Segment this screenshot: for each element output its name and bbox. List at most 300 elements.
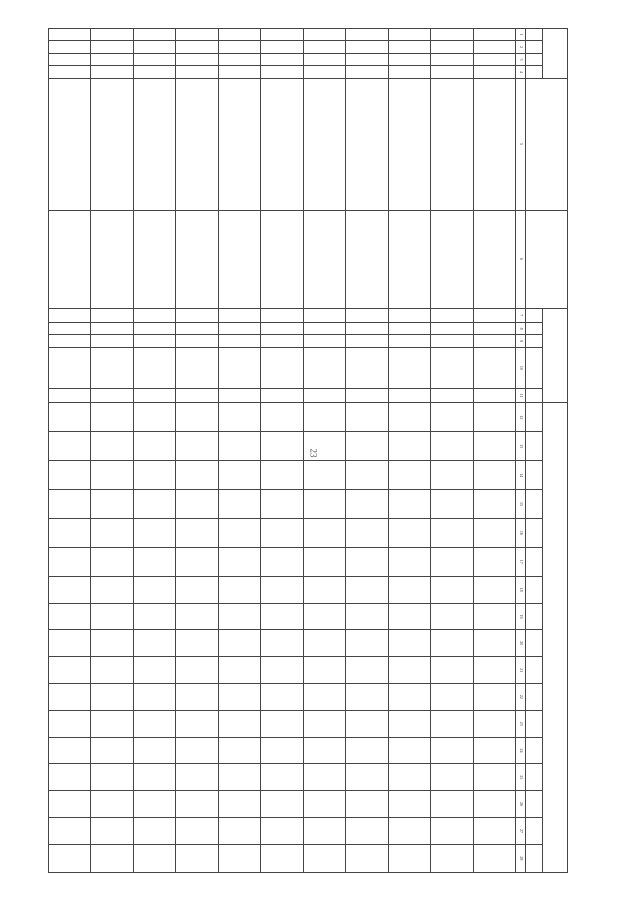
table-cell [49,347,91,388]
header-year-col [526,490,543,519]
table-cell [49,737,91,764]
column-index: 12 [516,403,526,432]
table-cell [176,630,218,657]
table-cell [133,844,175,872]
column-index: 28 [516,844,526,872]
table-cell [261,335,303,347]
financing-table [48,28,568,873]
table-cell [346,764,388,791]
table-cell [473,791,515,818]
table-cell [303,630,345,657]
table-cell [91,630,133,657]
table-cell [133,576,175,603]
table-cell [218,518,260,547]
table-cell [176,403,218,432]
table-cell [133,710,175,737]
table-cell [431,53,473,65]
header-code-col [526,66,543,78]
table-cell [49,683,91,710]
table-cell [303,403,345,432]
column-index: 27 [516,818,526,845]
table-cell [303,41,345,53]
table-cell [133,53,175,65]
table-cell [346,576,388,603]
table-cell [303,657,345,684]
table-cell [176,66,218,78]
table-cell [261,630,303,657]
table-cell [261,818,303,845]
table-cell [303,490,345,519]
table-cell [388,53,430,65]
table-cell [176,308,218,322]
table-body [49,29,516,873]
column-index: 15 [516,490,526,519]
table-cell [49,29,91,41]
header-executor [526,210,568,308]
header-code-col [526,53,543,65]
table-row [473,29,515,873]
table-cell [218,403,260,432]
table-cell [473,66,515,78]
table-cell [261,657,303,684]
column-index: 22 [516,683,526,710]
table-cell [473,308,515,322]
table-cell [473,389,515,403]
table-cell [49,389,91,403]
header-year-col [526,403,543,432]
table-cell [133,403,175,432]
table-cell [261,210,303,308]
header-year-col [526,657,543,684]
table-cell [261,461,303,490]
table-cell [176,818,218,845]
column-index: 4 [516,66,526,78]
table-cell [473,576,515,603]
table-cell [388,432,430,461]
table-cell [91,347,133,388]
table-cell [218,308,260,322]
table-cell [346,737,388,764]
table-cell [176,764,218,791]
table-cell [176,322,218,334]
table-cell [388,461,430,490]
table-cell [91,844,133,872]
table-cell [473,657,515,684]
table-cell [133,630,175,657]
table-cell [303,791,345,818]
column-index: 21 [516,657,526,684]
table-cell [49,308,91,322]
table-cell [346,308,388,322]
table-cell [133,432,175,461]
table-cell [218,710,260,737]
table-cell [261,66,303,78]
column-index: 26 [516,791,526,818]
table-cell [473,403,515,432]
table-cell [176,683,218,710]
table-row [431,29,473,873]
table-cell [218,66,260,78]
table-cell [176,41,218,53]
table-cell [346,66,388,78]
table-cell [133,490,175,519]
table-cell [133,683,175,710]
column-index: 6 [516,210,526,308]
table-cell [303,322,345,334]
header-budget-group [543,308,568,403]
table-cell [473,490,515,519]
table-cell [473,432,515,461]
table-cell [218,547,260,576]
table-cell [431,389,473,403]
table-cell [346,818,388,845]
table-cell [473,844,515,872]
table-cell [388,518,430,547]
table-cell [218,737,260,764]
table-cell [91,308,133,322]
header-code-col [526,41,543,53]
table-cell [176,576,218,603]
table-cell [388,347,430,388]
table-cell [346,41,388,53]
table-cell [346,518,388,547]
table-cell [133,818,175,845]
table-cell [303,844,345,872]
table-cell [91,403,133,432]
table-cell [49,53,91,65]
table-cell [261,53,303,65]
table-cell [261,29,303,41]
column-index: 24 [516,737,526,764]
header-year-col [526,844,543,872]
header-year-col [526,683,543,710]
table-cell [303,576,345,603]
table-cell [431,210,473,308]
table-cell [133,657,175,684]
table-cell [49,844,91,872]
header-year-col [526,432,543,461]
table-cell [91,764,133,791]
table-cell [431,461,473,490]
table-cell [431,791,473,818]
table-cell [346,710,388,737]
table-cell [91,603,133,630]
table-cell [91,29,133,41]
table-cell [133,518,175,547]
table-cell [431,29,473,41]
table-cell [473,210,515,308]
table-cell [303,389,345,403]
table-cell [218,630,260,657]
table-cell [431,78,473,210]
table-cell [388,29,430,41]
table-cell [388,66,430,78]
table-cell [133,66,175,78]
table-cell [303,432,345,461]
table-cell [176,657,218,684]
table-cell [346,389,388,403]
table-cell [388,210,430,308]
header-year-col [526,461,543,490]
table-cell [91,432,133,461]
table-cell [303,210,345,308]
table-row [303,29,345,873]
table-cell [91,547,133,576]
table-row [176,29,218,873]
table-cell [388,308,430,322]
table-cell [261,490,303,519]
table-cell [133,737,175,764]
table-cell [303,53,345,65]
table-cell [473,818,515,845]
header-year-col [526,737,543,764]
table-cell [431,576,473,603]
header-year-col [526,630,543,657]
table-cell [261,78,303,210]
header-year-col [526,818,543,845]
table-cell [91,710,133,737]
table-cell [473,53,515,65]
table-cell [388,322,430,334]
table-cell [431,347,473,388]
table-cell [346,347,388,388]
table-cell [218,389,260,403]
column-index: 14 [516,461,526,490]
table-cell [261,403,303,432]
table-row [346,29,388,873]
table-cell [261,547,303,576]
table-cell [91,490,133,519]
header-budget-col [526,389,543,403]
table-cell [346,335,388,347]
table-cell [431,322,473,334]
table-cell [346,683,388,710]
table-cell [176,432,218,461]
table-cell [91,461,133,490]
table-cell [388,490,430,519]
table-row [218,29,260,873]
table-cell [388,764,430,791]
table-cell [218,603,260,630]
table-cell [303,335,345,347]
column-index: 25 [516,764,526,791]
table-cell [218,41,260,53]
table-cell [176,53,218,65]
table-cell [431,818,473,845]
table-cell [473,737,515,764]
table-cell [431,683,473,710]
table-cell [49,576,91,603]
table-cell [303,737,345,764]
table-cell [91,78,133,210]
column-index: 18 [516,576,526,603]
table-cell [176,461,218,490]
column-index-row [516,29,526,873]
header-year-col [526,764,543,791]
table-cell [388,737,430,764]
table-cell [473,683,515,710]
column-index: 3 [516,53,526,65]
table-cell [388,657,430,684]
table-cell [49,518,91,547]
table-cell [218,791,260,818]
table-row [261,29,303,873]
header-budget-col [526,347,543,388]
table-cell [431,844,473,872]
table-cell [133,389,175,403]
table-cell [133,764,175,791]
table-cell [303,518,345,547]
table-cell [388,630,430,657]
table-cell [261,764,303,791]
table-cell [218,29,260,41]
table-cell [431,657,473,684]
table-cell [303,547,345,576]
table-cell [49,322,91,334]
table-cell [91,389,133,403]
table-cell [431,630,473,657]
table-cell [431,41,473,53]
table-cell [346,461,388,490]
table-cell [303,818,345,845]
table-cell [261,710,303,737]
table-cell [473,764,515,791]
table-cell [49,403,91,432]
table-cell [431,490,473,519]
table-cell [91,737,133,764]
table-cell [91,322,133,334]
table-cell [303,347,345,388]
table-cell [473,461,515,490]
table-cell [218,347,260,388]
table-cell [303,78,345,210]
table-cell [473,41,515,53]
table-cell [261,518,303,547]
table-cell [218,683,260,710]
column-index: 1 [516,29,526,41]
table-cell [388,791,430,818]
table-cell [91,210,133,308]
table-cell [49,630,91,657]
table-cell [303,66,345,78]
table-cell [261,576,303,603]
table-cell [346,432,388,461]
table-cell [133,308,175,322]
table-cell [388,710,430,737]
table-cell [303,764,345,791]
table-cell [218,432,260,461]
table-cell [49,210,91,308]
header-code-group [543,29,568,79]
table-cell [133,41,175,53]
column-index: 5 [516,78,526,210]
table-cell [176,490,218,519]
table-cell [261,41,303,53]
table-cell [303,308,345,322]
header-year-col [526,547,543,576]
table-cell [431,66,473,78]
table-cell [346,490,388,519]
table-cell [176,737,218,764]
table-row [388,29,430,873]
page-number: 23 [308,448,319,458]
table-cell [346,603,388,630]
table-cell [91,53,133,65]
table-cell [176,547,218,576]
column-index: 9 [516,335,526,347]
table-cell [218,490,260,519]
table-cell [388,603,430,630]
header-year-col [526,791,543,818]
header-year-col [526,576,543,603]
table-cell [176,210,218,308]
table-cell [133,29,175,41]
table-cell [431,308,473,322]
table-cell [49,335,91,347]
table-cell [91,576,133,603]
table-cell [346,791,388,818]
column-index: 23 [516,710,526,737]
table-cell [133,210,175,308]
table-cell [49,66,91,78]
table-cell [49,78,91,210]
table-cell [346,78,388,210]
header-name [526,78,568,210]
table-cell [91,335,133,347]
table-cell [49,818,91,845]
table-row [91,29,133,873]
header-expense-group [543,403,568,873]
table-cell [261,347,303,388]
table-cell [49,547,91,576]
table-cell [218,844,260,872]
table-cell [261,322,303,334]
column-index: 16 [516,518,526,547]
table-cell [346,29,388,41]
table-cell [91,518,133,547]
column-index: 10 [516,347,526,388]
table-cell [261,389,303,403]
table-cell [388,683,430,710]
table-cell [49,657,91,684]
table-cell [346,210,388,308]
table-cell [473,78,515,210]
table-cell [218,764,260,791]
table-cell [176,78,218,210]
table-cell [388,547,430,576]
table-cell [473,630,515,657]
table-cell [388,389,430,403]
table-cell [431,603,473,630]
table-cell [133,322,175,334]
table-cell [176,29,218,41]
table-cell [431,547,473,576]
table-cell [473,347,515,388]
table-cell [473,603,515,630]
table-cell [261,308,303,322]
table-cell [49,603,91,630]
table-cell [431,518,473,547]
table-cell [176,347,218,388]
table-cell [388,78,430,210]
column-index: 11 [516,389,526,403]
table-cell [133,78,175,210]
table-cell [346,53,388,65]
table-cell [91,818,133,845]
table-cell [218,576,260,603]
table-cell [176,335,218,347]
table-cell [346,630,388,657]
